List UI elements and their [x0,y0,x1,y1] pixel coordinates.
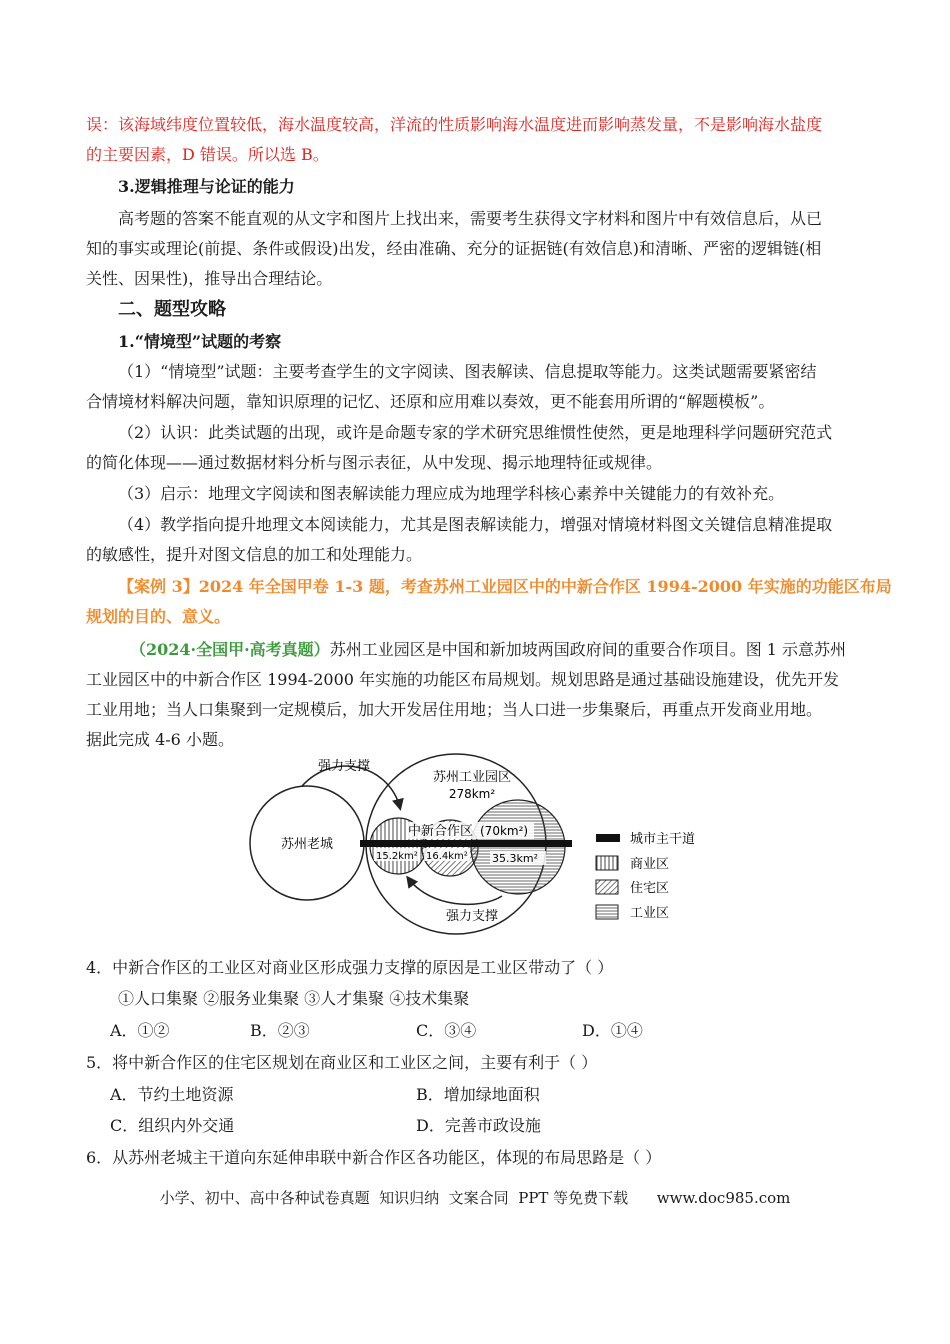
commercial-area-label: 15.2km² [376,851,418,862]
support-label-top: 强力支撑 [318,759,371,774]
support-label-bottom: 强力支撑 [446,909,499,924]
question-4-statements: ①人口集聚 ②服务业集聚 ③人才集聚 ④技术集聚 [118,989,470,1008]
page-footer: 小学、初中、高中各种试卷真题 知识归纳 文案合同 PPT 等免费下载 www.doc985.com [159,1189,791,1207]
industrial-park-area: 278km² [448,787,496,801]
section-heading-strategy: 二、题型攻略 [118,299,226,320]
legend-road-swatch [596,834,620,842]
answer-analysis-line-2: 的主要因素，D 错误。所以选 B。 [86,145,329,164]
industrial-area-label: 35.3km² [492,852,538,865]
paragraph-3: （3）启示：地理文字阅读和图表解读能力理应成为地理学科核心素养中关键能力的有效补充。 [118,484,785,503]
question-5-option-d[interactable]: D．完善市政设施 [416,1116,541,1135]
material-line-3: 工业用地；当人口集聚到一定规模后，加大开发居住用地；当人口进一步集聚后，再重点开发商业用地。 [86,700,823,719]
question-4-option-d[interactable]: D．①④ [582,1021,643,1040]
paragraph-logic-line-2: 知的事实或理论(前提、条件或假设)出发，经由准确、充分的证据链(有效信息)和清晰、严密的逻辑链(相 [86,239,822,258]
question-5-stem: 5．将中新合作区的住宅区规划在商业区和工业区之间，主要有利于（ ） [86,1053,598,1072]
industrial-park-label: 苏州工业园区 [432,770,512,785]
legend-residential-label: 住宅区 [630,881,670,896]
material-line-4: 据此完成 4-6 小题。 [86,730,234,749]
answer-analysis-line-1: 误：该海域纬度位置较低，海水温度较高，洋流的性质影响海水温度进而影响蒸发量，不是影响海水盐度 [86,115,823,134]
legend-industrial-swatch [596,905,618,919]
legend-commercial-label: 商业区 [630,857,670,872]
legend-industrial-label: 工业区 [630,906,670,921]
material-line-1-text: 苏州工业园区是中国和新加坡两国政府间的重要合作项目。图 1 示意苏州 [329,640,847,659]
source-tag: （2024·全国甲·高考真题） [130,640,330,659]
paragraph-1-line-2: 合情境材料解决问题，靠知识原理的记忆、还原和应用难以奏效，更不能套用所谓的“解题模板”。 [86,392,775,411]
paragraph-logic-line-3: 关性、因果性)，推导出合理结论。 [86,269,333,288]
suzhou-industrial-park-layout-figure [240,748,710,938]
material-line-2: 工业园区中的中新合作区 1994-2000 年实施的功能区布局规划。规划思路是通过基础设施建设，优先开发 [86,670,840,689]
question-4-option-c[interactable]: C．③④ [416,1021,477,1040]
paragraph-4-line-2: 的敏感性，提升对图文信息的加工和处理能力。 [86,545,423,564]
legend-road-label: 城市主干道 [630,832,696,847]
legend-commercial-swatch [596,856,618,870]
paragraph-4-line-1: （4）教学指向提升地理文本阅读能力，尤其是图表解读能力，增强对情境材料图文关键信息精准提取 [118,515,833,534]
case-3-title-line-2: 规划的目的、意义。 [86,607,231,626]
case-3-title-line-1: 【案例 3】2024 年全国甲卷 1-3 题，考查苏州工业园区中的中新合作区 1994-2000 年实施的功能区布局 [118,577,892,596]
paragraph-2-line-2: 的简化体现——通过数据材料分析与图示表征，从中发现、揭示地理特征或规律。 [86,453,663,472]
cooperation-zone-area: (70km²) [480,824,529,838]
question-4-option-b[interactable]: B．②③ [250,1021,310,1040]
old-city-label: 苏州老城 [280,837,334,852]
paragraph-1-line-1: （1）“情境型”试题：主要考查学生的文字阅读、图表解读、信息提取等能力。这类试题需要紧密结 [118,362,817,381]
question-5-option-c[interactable]: C．组织内外交通 [110,1116,235,1135]
cooperation-zone-label: 中新合作区 [408,824,474,839]
material-line-1 [130,635,910,665]
subheading-situational: 1.“情境型”试题的考察 [118,332,282,351]
section-heading-logic: 3.逻辑推理与论证的能力 [118,177,295,196]
question-4-stem: 4．中新合作区的工业区对商业区形成强力支撑的原因是工业区带动了（ ） [86,958,614,977]
legend-residential-swatch [596,880,618,894]
question-5-option-a[interactable]: A．节约土地资源 [110,1085,234,1104]
question-6-stem: 6．从苏州老城主干道向东延伸串联中新合作区各功能区，体现的布局思路是（ ） [86,1148,662,1167]
residential-area-label: 16.4km² [426,851,468,862]
question-4-option-a[interactable]: A．①② [110,1021,170,1040]
question-5-option-b[interactable]: B．增加绿地面积 [416,1085,540,1104]
paragraph-logic-line-1: 高考题的答案不能直观的从文字和图片上找出来，需要考生获得文字材料和图片中有效信息后，从已 [118,209,823,228]
main-road-bar [360,840,572,847]
paragraph-2-line-1: （2）认识：此类试题的出现，或许是命题专家的学术研究思维惯性使然，更是地理科学问题研究范式 [118,423,833,442]
